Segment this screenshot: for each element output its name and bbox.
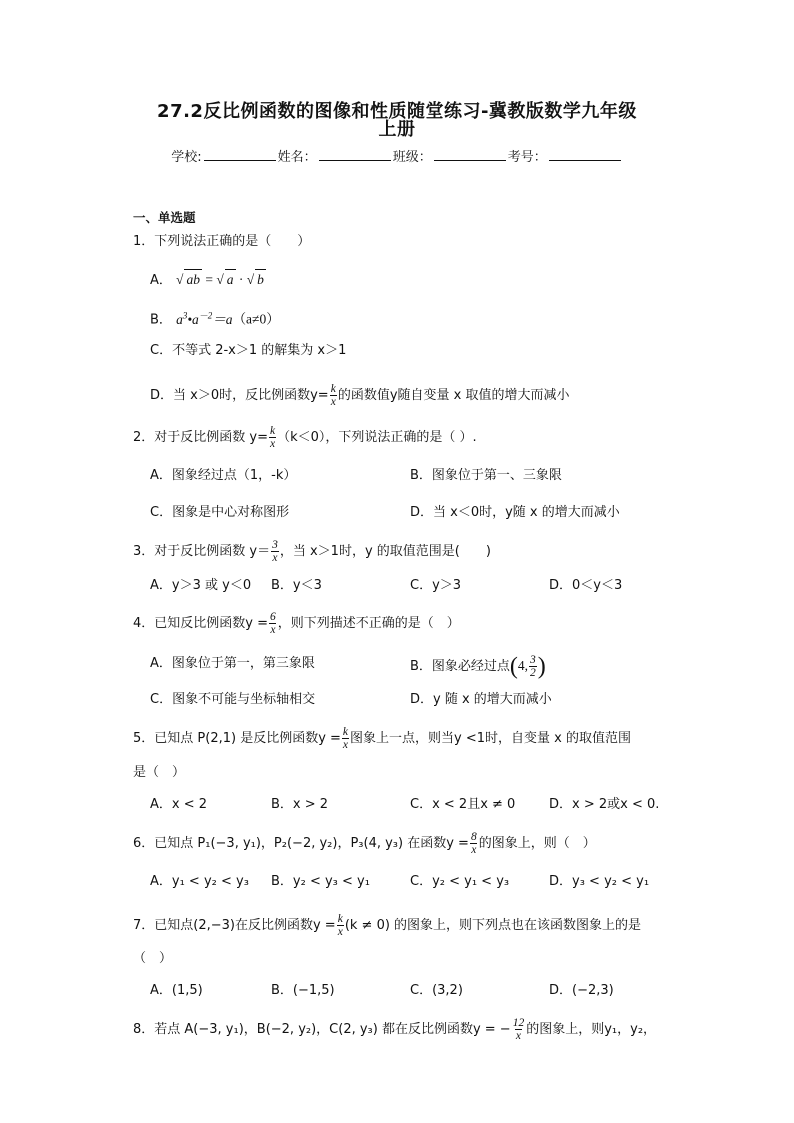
section-heading: 一、单选题: [133, 210, 196, 225]
question-6-option-a[interactable]: A．y₁ < y₂ < y₃: [150, 874, 249, 889]
stem-pre: 3．对于反比例函数 y＝: [133, 544, 271, 559]
denominator: x: [270, 438, 276, 450]
option-text-pre: 当 x＞0时，反比例函数y=: [173, 388, 329, 403]
stem-pre: 2．对于反比例函数 y=: [133, 430, 268, 445]
denominator: x: [330, 396, 336, 408]
option-label: C．: [150, 343, 173, 358]
question-5-option-a[interactable]: A．x < 2: [150, 797, 208, 812]
question-5-option-b[interactable]: B．x > 2: [271, 797, 329, 812]
question-1-option-b[interactable]: [150, 305, 280, 331]
question-3-stem: [133, 539, 491, 564]
question-1-option-c[interactable]: [150, 341, 346, 361]
option-label: D．: [150, 388, 174, 403]
option-label: B．: [150, 312, 172, 328]
question-6-option-d[interactable]: D．y₃ < y₂ < y₁: [549, 874, 650, 889]
fraction-8-over-x: [470, 831, 478, 856]
question-7-option-d[interactable]: D．(−2,3): [549, 983, 614, 998]
question-5-stem: [133, 726, 631, 751]
numerator: 6: [270, 611, 276, 623]
question-1-stem: 1．下列说法正确的是（ ）: [133, 234, 311, 249]
fraction-k-over-x: [342, 726, 349, 751]
question-4-option-a[interactable]: A．图象位于第一，第三象限: [150, 656, 315, 671]
option-text: B．图象必经过点: [410, 659, 510, 674]
number-blank[interactable]: [549, 146, 621, 161]
question-7-stem: [133, 913, 641, 938]
numerator: k: [342, 726, 349, 738]
point-paren-close: ): [537, 653, 546, 680]
student-info-row: [0, 146, 794, 165]
question-2-option-b[interactable]: B．图象位于第一、三象限: [410, 468, 562, 483]
question-3-option-b[interactable]: B．y＜3: [271, 578, 322, 593]
numerator: k: [337, 913, 343, 925]
option-text-post: 的函数值y随自变量 x 取值的增大而减小: [337, 388, 570, 403]
denominator: x: [515, 1030, 522, 1042]
stem-pre: 8．若点 A(−3, y₁)，B(−2, y₂)，C(2, y₃) 都在反比例函数y = −: [133, 1022, 511, 1037]
fraction-k-over-x: [269, 425, 276, 450]
numerator: 3: [272, 539, 278, 551]
name-label: 姓名：: [277, 150, 317, 165]
question-7-stem-line2: （ ）: [133, 951, 173, 966]
question-5-stem-line2: 是（ ）: [133, 765, 186, 780]
question-2-option-a[interactable]: A．图象经过点（1，-k）: [150, 468, 297, 483]
stem-post: （k＜0），下列说法正确的是（ ）.: [277, 430, 477, 445]
question-3-option-a[interactable]: A．y＞3 或 y＜0: [150, 578, 252, 593]
question-5-option-c[interactable]: C．x < 2且x ≠ 0: [410, 797, 516, 812]
question-4-option-d[interactable]: D．y 随 x 的增大而减小: [410, 692, 552, 707]
stem-pre: 7．已知点(2,−3)在反比例函数y =: [133, 918, 336, 933]
option-label: A．: [150, 273, 172, 288]
denominator: x: [471, 844, 477, 856]
question-7-option-c[interactable]: C．(3,2): [410, 983, 463, 998]
class-blank[interactable]: [434, 146, 506, 161]
numerator: 8: [470, 831, 477, 843]
question-8-stem: [133, 1017, 656, 1042]
fraction-k-over-x: [330, 383, 337, 408]
stem-post: ，当 x＞1时，y 的取值范围是( ): [279, 544, 491, 559]
class-label: 班级：: [392, 150, 432, 165]
question-1-option-a[interactable]: [150, 269, 266, 291]
numerator: 12: [512, 1017, 525, 1029]
numerator: k: [270, 425, 276, 437]
fraction-3-over-x: [271, 539, 279, 564]
option-text: 不等式 2-x＞1 的解集为 x＞1: [172, 343, 347, 358]
stem-pre: 4．已知反比例函数y =: [133, 616, 268, 631]
denominator: x: [337, 926, 343, 938]
question-4-option-c[interactable]: C．图象不可能与坐标轴相交: [150, 692, 316, 707]
stem-post: 的图象上，则（ ）: [478, 836, 596, 851]
fraction-3-over-2: [529, 654, 537, 679]
stem-post: 图象上一点，则当y <1时，自变量 x 的取值范围: [350, 731, 631, 746]
school-label: 学校:: [171, 150, 202, 165]
stem-post: (k ≠ 0) 的图象上，则下列点也在该函数图象上的是: [344, 918, 642, 933]
point-paren-open: (: [509, 653, 518, 680]
page-title-line2: 上册: [378, 119, 416, 140]
formula-a: √ ab = √ a · √ b: [176, 272, 266, 287]
numerator: 3: [530, 654, 536, 666]
question-6-option-c[interactable]: C．y₂ < y₁ < y₃: [410, 874, 510, 889]
question-2-stem: [133, 425, 477, 450]
question-3-option-c[interactable]: C．y＞3: [410, 578, 462, 593]
question-4-option-b[interactable]: [410, 654, 546, 679]
question-6-option-b[interactable]: B．y₂ < y₃ < y₁: [271, 874, 370, 889]
fraction-12-over-x: [512, 1017, 526, 1042]
denominator: 2: [530, 667, 536, 679]
school-blank[interactable]: [204, 146, 276, 161]
question-7-option-b[interactable]: B．(−1,5): [271, 983, 335, 998]
question-7-option-a[interactable]: A．(1,5): [150, 983, 203, 998]
number-label: 考号：: [507, 150, 547, 165]
fraction-k-over-x: [337, 913, 344, 938]
formula-b-condition: （a≠0）: [232, 311, 280, 327]
stem-post: 的图象上，则y₁，y₂，: [526, 1022, 657, 1037]
question-2-option-d[interactable]: D．当 x＜0时，y随 x 的增大而减小: [410, 505, 620, 520]
question-2-option-c[interactable]: C．图象是中心对称图形: [150, 505, 290, 520]
question-1-option-d[interactable]: [150, 383, 569, 408]
numerator: k: [330, 383, 336, 395]
stem-pre: 6．已知点 P₁(−3, y₁)，P₂(−2, y₂)，P₃(4, y₃) 在函数y =: [133, 836, 469, 851]
name-blank[interactable]: [319, 146, 391, 161]
stem-pre: 5．已知点 P(2,1) 是反比例函数y =: [133, 731, 341, 746]
question-3-option-d[interactable]: D．0＜y＜3: [549, 578, 623, 593]
denominator: x: [270, 624, 276, 636]
question-6-stem: [133, 831, 596, 856]
point-x: 4,: [517, 658, 529, 673]
question-5-option-d[interactable]: D．x > 2或x < 0.: [549, 797, 660, 812]
question-4-stem: [133, 611, 460, 636]
stem-post: ，则下列描述不正确的是（ ）: [277, 616, 460, 631]
fraction-6-over-x: [269, 611, 277, 636]
formula-b: $a^3•a^{-2}=a$: [176, 310, 233, 327]
denominator: x: [272, 552, 278, 564]
denominator: x: [342, 739, 349, 751]
page-title-line1: 27.2反比例函数的图像和性质随堂练习-冀教版数学九年级: [157, 101, 637, 122]
